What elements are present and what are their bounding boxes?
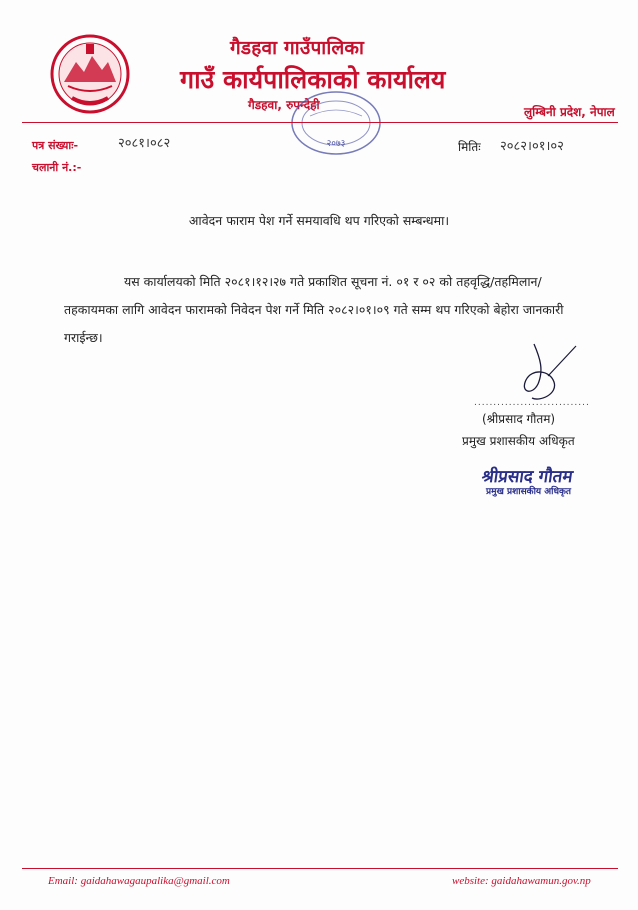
header-divider	[22, 122, 618, 123]
office-name: गैडहवा गाउँपालिका	[230, 37, 365, 59]
signatory-title: प्रमुख प्रशासकीय अधिकृत	[462, 434, 575, 448]
handwritten-signature	[510, 340, 582, 406]
signature-line: ..............................	[474, 398, 590, 408]
letter-no-label: पत्र संख्याः-	[32, 139, 79, 152]
footer-website: website: gaidahawamun.gov.np	[452, 875, 591, 887]
seal-year: २०७३	[326, 139, 346, 149]
nepal-emblem-logo	[48, 32, 132, 116]
name-stamp: श्रीप्रसाद गौतम	[480, 467, 574, 487]
office-province: लुम्बिनी प्रदेश, नेपाल	[524, 105, 615, 119]
signatory-name: (श्रीप्रसाद गौतम)	[482, 412, 556, 426]
footer-email: Email: gaidahawagaupalika@gmail.com	[48, 875, 230, 887]
office-address: गैडहवा, रुपन्देही	[248, 98, 320, 112]
office-seal-stamp	[290, 90, 382, 156]
date-value: २०८२।०१।०२	[500, 139, 564, 154]
footer-divider	[22, 868, 618, 869]
letter-no-value: २०८१।०८२	[118, 136, 171, 151]
name-stamp-title: प्रमुख प्रशासकीय अधिकृत	[486, 487, 572, 497]
office-title: गाउँ कार्यपालिकाको कार्यालय	[180, 65, 446, 94]
letter-body: यस कार्यालयको मिति २०८१।१२।२७ गते प्रकाशित सूचना नं. ०१ र ०२ को तहवृद्धि/तहमिलान/तहकायमका लागि आवेदन फारामको निवेदन पेश गर्ने मिति २०८२।०१।०९ गते सम्म थप गरिएको बेहोरा जानकारी गराईन्छ।	[64, 274, 564, 345]
letter-subject: आवेदन फाराम पेश गर्ने समयावधि थप गरिएको सम्बन्धमा।	[188, 213, 450, 228]
dispatch-label: चलानी नं.:-	[32, 161, 82, 174]
date-label: मितिः	[458, 140, 481, 154]
